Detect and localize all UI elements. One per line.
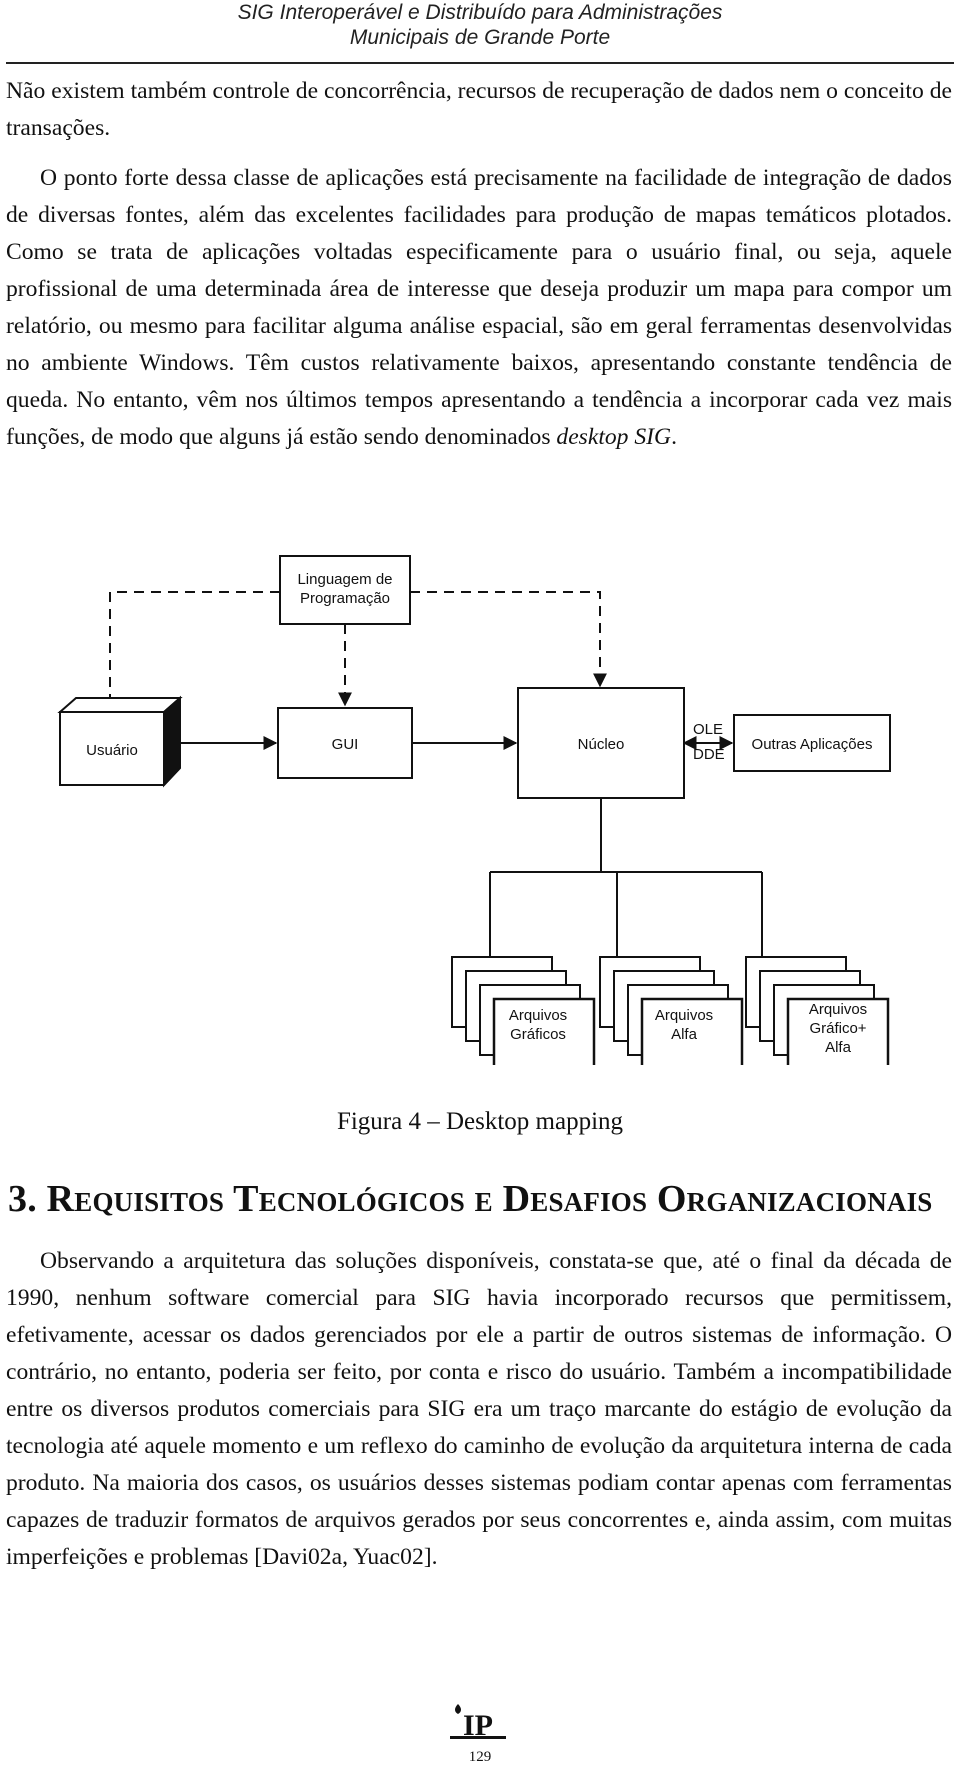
usuario-label: Usuário xyxy=(86,742,138,759)
section-word-2-initial: T xyxy=(233,1178,259,1220)
arquivos-alfa-label-1: Arquivos xyxy=(654,1007,714,1024)
ole-label: OLE xyxy=(693,721,724,738)
section-word-2 xyxy=(233,1178,465,1220)
dde-label: DDE xyxy=(693,746,725,763)
section-word-5 xyxy=(657,1178,933,1220)
page-number: 129 xyxy=(468,1749,492,1765)
arquivos-graficos-label-2: Gráficos xyxy=(510,1026,566,1043)
linguagem-programacao-box xyxy=(280,556,410,624)
arquivos-grafico-alfa-stack xyxy=(746,957,888,1065)
section-word-3: E xyxy=(474,1187,493,1217)
dashed-line-to-nucleo xyxy=(410,592,600,686)
section-heading xyxy=(8,1177,933,1224)
section-word-4-rest: ESAFIOS xyxy=(530,1187,648,1217)
nucleo-box xyxy=(518,688,684,798)
section-word-4-initial: D xyxy=(502,1178,531,1220)
desktop-mapping-diagram xyxy=(0,540,960,1065)
publisher-logo-icon xyxy=(448,1702,508,1740)
linguagem-label-2: Programação xyxy=(299,590,391,607)
section-word-2-rest: ECNOLÓGICOS xyxy=(258,1187,465,1217)
paragraph-2-end: . xyxy=(671,424,677,450)
arquivos-graficos-stack xyxy=(452,957,594,1065)
section-number: 3. xyxy=(8,1178,37,1220)
nucleo-label: Núcleo xyxy=(577,736,625,753)
usuario-box xyxy=(60,698,180,785)
arquivos-alfa-stack xyxy=(600,957,742,1065)
logo-text: IP xyxy=(463,1709,493,1740)
linguagem-label-1: Linguagem de xyxy=(297,571,393,588)
section-word-1-rest: EQUISITOS xyxy=(74,1187,225,1217)
section-word-1-initial: R xyxy=(46,1178,75,1220)
arquivos-alfa-label-2: Alfa xyxy=(671,1026,697,1043)
arquivos-graficos-label-1: Arquivos xyxy=(508,1007,568,1024)
figure-caption: Figura 4 – Desktop mapping xyxy=(336,1108,624,1135)
paragraph-1: Não existem também controle de concorrência, recursos de recuperação de dados nem o conceito de transações. xyxy=(6,78,952,141)
section-word-4 xyxy=(503,1178,648,1220)
gui-box xyxy=(278,708,412,778)
paragraph-2-text: O ponto forte dessa classe de aplicações está precisamente na facilidade de integração de dados de diversas fontes, além das excelentes facilidades para produção de mapas temáticos plotados. Como se trata de aplicações voltadas especificamente para o usuário final, ou seja, aquele profissional de uma determinada área de interesse que deseja produzir um mapa para compor um relatório, ou mesmo para facilitar alguma análise espacial, são em geral ferramentas desenvolvidas no ambiente Windows. Têm custos relativamente baixos, apresentando constante tendência de queda. No entanto, vêm nos últimos tempos apresentando a tendência a incorporar cada vez mais funções, de modo que alguns já estão sendo denominados xyxy=(6,165,952,450)
running-head xyxy=(0,0,960,62)
outras-aplicacoes-box xyxy=(734,715,890,771)
dashed-line-to-usuario xyxy=(110,592,280,712)
outras-aplicacoes-label: Outras Aplicações xyxy=(751,736,873,753)
section-word-5-initial: O xyxy=(656,1178,687,1220)
paragraph-3: Observando a arquitetura das soluções disponíveis, constata-se que, até o final da década de 1990, nenhum software comercial para SIG havia incorporado recursos que permitissem, efetivamente, acessar os dados gerenciados por ele a partir de outros sistemas de informação. O contrário, no entanto, poderia ser feito, por conta e risco do usuário. Também a incompatibilidade entre os diversos produtos comerciais para SIG era um traço marcante do estágio de evolução da tecnologia até aquele momento e um reflexo do caminho de evolução da arquitetura interna de cada produto. Na maioria dos casos, os usuários desses sistemas podiam contar apenas com ferramentas capazes de traduzir formatos de arquivos gerados por seus concorrentes e, ainda assim, com muitas imperfeições e problemas [Davi02a, Yuac02]. xyxy=(6,1248,952,1570)
gui-label: GUI xyxy=(331,736,359,753)
section-word-5-rest: RGANIZACIONAIS xyxy=(686,1187,933,1217)
running-head-line-2: Municipais de Grande Porte xyxy=(349,26,611,49)
paragraph-2 xyxy=(6,160,952,456)
tree-connectors xyxy=(490,798,762,982)
running-head-line-1: SIG Interoperável e Distribuído para Administrações xyxy=(237,1,723,24)
arquivos-gfa-label-1: Arquivos xyxy=(808,1001,868,1018)
section-word-1 xyxy=(47,1178,225,1220)
paragraph-2-italic-term: desktop SIG xyxy=(556,424,672,450)
header-rule xyxy=(6,62,954,64)
arquivos-gfa-label-2: Gráfico+ xyxy=(809,1020,867,1037)
arquivos-gfa-label-3: Alfa xyxy=(825,1039,851,1056)
